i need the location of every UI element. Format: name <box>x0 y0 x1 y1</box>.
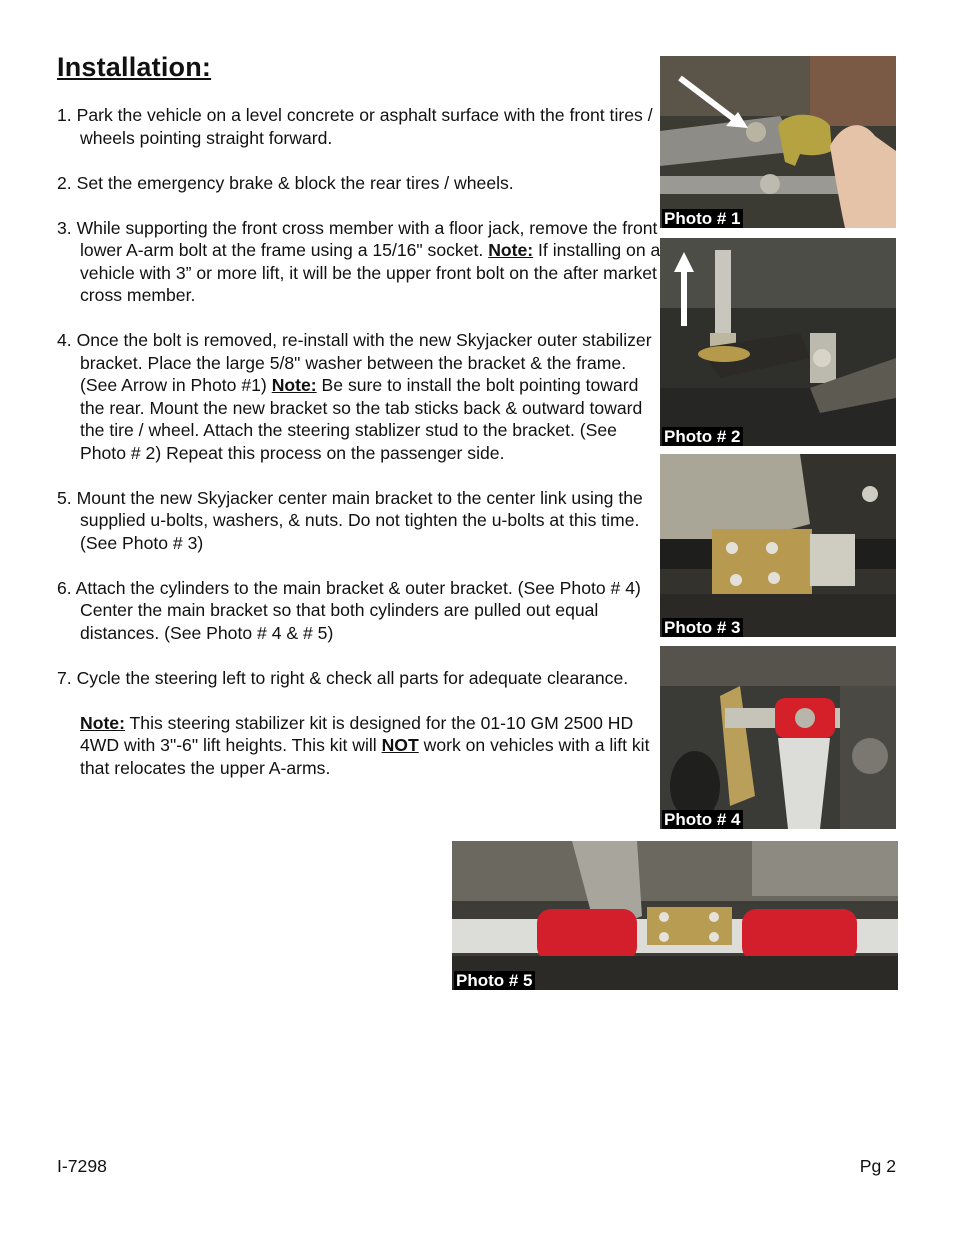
step-text: Set the emergency brake & block the rear tires / wheels. <box>76 172 514 193</box>
photo-2 <box>660 238 896 446</box>
step-number: 6. <box>57 577 72 598</box>
photo-1-image <box>660 56 896 228</box>
photo-3-image <box>660 454 896 637</box>
step-2 <box>57 172 661 195</box>
document-id: I-7298 <box>57 1156 107 1176</box>
photo-caption: Photo # 3 <box>664 618 741 637</box>
note-label: Note: <box>271 375 317 395</box>
photo-5 <box>452 841 898 990</box>
step-number: 3. <box>57 217 72 238</box>
photo-caption: Photo # 4 <box>664 810 741 829</box>
step-number: 2. <box>57 172 72 193</box>
note-label: Note: <box>488 240 534 260</box>
step-number: 7. <box>57 667 72 688</box>
step-number: 5. <box>57 487 72 508</box>
step-5 <box>57 487 661 555</box>
photo-5-image <box>452 841 898 990</box>
step-text: Attach the cylinders to the main bracket & outer bracket. (See Photo # 4) Center the main bracket so that both cylinders are pulled out equal distances. (See Photo # 4 & # 5) <box>75 577 641 643</box>
note-text: This steering stabilizer kit is designed for the 01-10 GM 2500 HD 4WD with 3"-6" lift heights. This kit will <box>80 712 634 755</box>
step-text-continued: If installing on a vehicle with 3” or more lift, it will be the upper front bolt on the after market cross member. <box>80 240 661 305</box>
step-text: Park the vehicle on a level concrete or asphalt surface with the front tires / wheels pointing straight forward. <box>76 105 653 148</box>
step-text: While supporting the front cross member with a floor jack, remove the front lower A-arm bolt at the frame using a 15/16" socket. <box>76 217 658 260</box>
step-3 <box>57 217 661 307</box>
step-4 <box>57 329 661 464</box>
note-emphasis: NOT <box>381 735 419 755</box>
page-title: Installation: <box>57 52 212 82</box>
step-text-continued: Be sure to install the bolt pointing toward the rear. Mount the new bracket so the tab sticks back & outward toward the tire / wheel. Attach the steering stablizer stud to the bracket. (See Photo # 2) Repeat this process on the passenger side. <box>80 375 643 463</box>
photo-1 <box>660 56 896 228</box>
step-text: Mount the new Skyjacker center main bracket to the center link using the supplied u-bolts, washers, & nuts. Do not tighten the u-bolts at this time. (See Photo # 3) <box>76 487 643 553</box>
photo-4-image <box>660 646 896 829</box>
step-text: Once the bolt is removed, re-install with the new Skyjacker outer stabilizer bracket. Place the large 5/8" washer between the bracket & the frame. (See Arrow in Photo #1) <box>76 330 652 395</box>
step-7 <box>57 667 661 690</box>
step-1 <box>57 104 661 149</box>
photo-4 <box>660 646 896 829</box>
step-number: 4. <box>57 330 72 350</box>
note-text-continued: work on vehicles with a lift kit that relocates the upper A-arms. <box>80 735 650 778</box>
step-text: Cycle the steering left to right & check all parts for adequate clearance. <box>76 667 629 688</box>
photo-caption: Photo # 5 <box>456 971 533 990</box>
photo-caption: Photo # 2 <box>664 427 741 446</box>
photo-2-image <box>660 238 896 446</box>
photo-3 <box>660 454 896 637</box>
photo-caption: Photo # 1 <box>664 209 741 228</box>
page-number: Pg 2 <box>859 1156 896 1176</box>
step-6 <box>57 577 661 645</box>
instruction-list <box>57 104 661 779</box>
note-label: Note: <box>80 712 125 733</box>
compatibility-note <box>80 712 661 780</box>
step-number: 1. <box>57 105 72 125</box>
